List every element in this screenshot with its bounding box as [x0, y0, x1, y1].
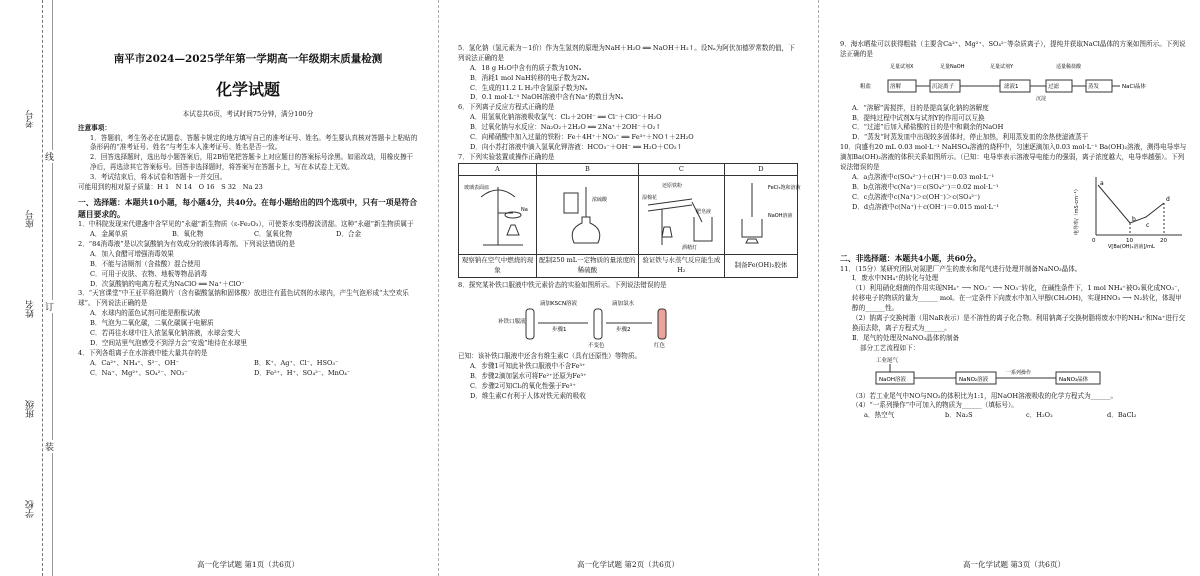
table-cell: 验证铁与水蒸气反应能生成H₂ [638, 255, 724, 278]
page-3 [840, 0, 1188, 576]
apparatus-label: 还原铁粉 [662, 183, 683, 190]
table-header: A [459, 163, 537, 176]
question-10-stem: 10．向盛有20 mL 0.03 mol·L⁻¹ NaHSO₄溶液的烧杯中，匀速逐滴加入0.03 mol·L⁻¹ Ba(OH)₂溶液，测得电导率与滴加Ba(OH)₂溶液的体积关系如图所示。（已知：电导率表示溶液导电能力的强弱，离子浓度越大，电导率越强）。下列说法错误的是 [840, 143, 1187, 172]
option: a．热空气 [864, 411, 895, 420]
process-intro: 部分工艺流程如下： [860, 343, 920, 352]
binding-solid-line [52, 0, 53, 576]
note-3: 3．考试结束后，将本试卷和答题卡一并交回。 [90, 173, 227, 182]
tick-label: 0 [1092, 237, 1096, 244]
option: C．氢氧化物 [254, 230, 293, 239]
option: B．氧化物 [172, 230, 204, 239]
apparatus-a [459, 176, 537, 255]
option: D．空间站里气泡感受不到浮力会“安逸”地待在水球里 [90, 338, 248, 347]
option: C．Na⁺、Mg²⁺、SO₄²⁻、NO₃⁻ [90, 368, 188, 377]
flow-label: 粗盐 [860, 83, 872, 90]
question-11-part-2: （2）钠离子交换树脂（用NaR表示）是不溶性的离子化合物。利用钠离子交换树脂将废水中的NH₄⁺和Na⁺进行交换而去除，离子方程式为______。 [852, 314, 1186, 332]
scheme-label: 步骤2 [616, 326, 631, 333]
question-11-part-1: （1）利用硝化细菌的作用实现NH₄⁺ ⟶ NO₂⁻ ⟶ NO₃⁻转化，在碱性条件下，1 mol NH₄⁺被O₂氧化成NO₃⁻，转移电子的物质的量为______ mol。在一定条件下向废水中加入甲醇(CH₃OH)，实现HNO₃ ⟶ N₂转化，体现甲醇的______性。 [852, 284, 1185, 313]
exam-title: 南平市2024—2025学年第一学期高一年级期末质量检测 [113, 53, 383, 65]
page-footer: 高一化学试题 第3页（共6页） [963, 559, 1065, 569]
question-5-stem: 5．氢化钠（氢元素为－1价）作为生氢剂的原理为NaH＋H₂O ══ NaOH＋H₂↑。设Nₐ为阿伏加德罗常数的值，下列说法正确的是 [458, 44, 795, 62]
binding-label-class: 班级 [26, 400, 36, 418]
binding-word-xian: 线 [45, 150, 54, 163]
option: D．合金 [336, 230, 362, 239]
tick-label: 20 [1160, 237, 1167, 244]
apparatus-label: 玻璃表面皿 [463, 185, 489, 192]
flow-label: 足量试剂Y [990, 63, 1014, 70]
option: b．Na₂S [945, 411, 973, 420]
volumetric-flask-icon [552, 177, 622, 249]
table-cell: 配制250 mL一定物质的量浓度的稀硫酸 [537, 255, 639, 278]
question-4-stem: 4．下列各组离子在水溶液中能大量共存的是 [78, 348, 208, 357]
option: D．0.1 mol·L⁻¹ NaOH溶液中含有Na⁺的数目为Nₐ [470, 93, 624, 102]
option: D．“蒸发”时蒸发皿中出现较多固体时，停止加热，利用蒸发皿的余热使滤液蒸干 [852, 133, 1089, 142]
iron-test-scheme [498, 291, 698, 349]
option: C．生成的11.2 L H₂中含氢原子数为Nₐ [470, 83, 588, 92]
flow-label: NaCl晶体 [1122, 83, 1146, 90]
point-label: c [1146, 221, 1150, 229]
option: B．过氧化钠与水反应：Na₂O₂＋2H₂O ══ 2Na⁺＋2OH⁻＋O₂↑ [470, 123, 661, 132]
scheme-label: 红色 [654, 342, 666, 349]
flow-label: NaOH溶液 [879, 376, 906, 383]
scheme-label: 步骤1 [552, 326, 567, 333]
option: B．不能与洁厕剂（含盐酸）混合使用 [90, 259, 201, 268]
option: A．步骤1可知此补铁口服液中不含Fe³⁺ [470, 362, 586, 371]
question-11-part-3: （3）若工业尾气中NO与NO₂的体积比为1:1，用NaOH溶液吸收的化学方程式为______。 [852, 391, 1118, 400]
option: C．可用于皮肤、衣物、地板等物品消毒 [90, 269, 208, 278]
flow-label: 过滤 [1048, 83, 1060, 90]
flow-label: 沉淀离子 [932, 83, 955, 90]
question-3-stem: 3．“天宫课堂”中王亚平将泡腾片（含有碳酸氢钠和固体酸）放进注有蓝色试剂的水球内，产生气泡形成“太空欢乐球”。下列说法正确的是 [78, 289, 409, 308]
binding-label-seat-no: 座号 [26, 210, 36, 228]
apparatus-label: FeCl₃饱和溶液 [767, 185, 801, 192]
flow-label: 滤液1 [1004, 83, 1019, 90]
table-header: C [638, 163, 724, 176]
option: A．加入食醋可增强消毒效果 [90, 249, 174, 258]
section-1-heading: 一、选择题：本题共10小题，每小题4分，共40分。在每小题给出的四个选项中，只有一项是符合题目要求的。 [78, 197, 417, 219]
option: B．b点溶液中c(Na⁺)＝c(SO₄²⁻)＝0.02 mol·L⁻¹ [852, 182, 999, 191]
note-2: 2．回答选择题时，选出每小题答案后，用2B铅笔把答题卡上对应题目的答案标号涂黑。如需改动，用橡皮擦干净后，再选涂其它答案标号。回答非选择题时，将答案写在答题卡上，写在本试卷上无效。 [90, 153, 414, 172]
flow-label: 足量NaOH [940, 63, 965, 70]
binding-label-school: 学校 [26, 500, 36, 518]
subsection-heading: Ⅱ．尾气的处理及NaNO₃晶体的制备 [852, 333, 960, 342]
option: A．用氢氧化钠溶液吸收氯气：Cl₂＋2OH⁻ ══ Cl⁻＋ClO⁻＋H₂O [470, 113, 662, 122]
question-11-options [840, 411, 1188, 421]
apparatus-label: 酒精灯 [682, 245, 698, 252]
flow-label: 工业尾气 [876, 357, 899, 364]
question-1-options [78, 230, 418, 240]
subsection-heading: Ⅰ．废水中NH₄⁺的转化与处理 [852, 274, 939, 283]
apparatus-label: 肥皂液 [696, 209, 712, 216]
option: C．c点溶液中c(Na⁺)＞c(OH⁻)＞c(SO₄²⁻) [852, 192, 980, 201]
table-header: B [537, 163, 639, 176]
apparatus-label: 湿棉花 [642, 195, 658, 202]
apparatus-c [638, 176, 724, 255]
point-label: d [1166, 195, 1170, 203]
exam-info: 本试卷共6页，考试时间75分钟，满分100分 [182, 109, 314, 118]
option: B．气泡为二氧化碳，二氧化碳属于电解质 [90, 319, 214, 328]
conductivity-graph [1068, 173, 1188, 249]
page-footer: 高一化学试题 第2页（共6页） [577, 559, 679, 569]
table-cell: 观察钠在空气中燃烧的现象 [459, 255, 537, 278]
salt-purification-flow [860, 60, 1160, 100]
option: A．Ca²⁺、NH₄⁺、S²⁻、OH⁻ [90, 358, 180, 367]
option: C．步骤2可知Cl₂的氧化性强于Fe³⁺ [470, 382, 576, 391]
table-cell: 制备Fe(OH)₂胶体 [724, 255, 797, 278]
question-10-options [840, 173, 1068, 249]
notes-heading: 注意事项： [78, 123, 111, 132]
note-1: 1．答题前，考生务必在试题卷、答题卡规定的地方填写自己的准考证号、姓名。考生要认真核对答题卡上粘贴的条形码的“准考证号、姓名”与考生本人准考证号、姓名是否一致。 [90, 133, 418, 152]
option: B．消耗1 mol NaH转移的电子数为2Nₐ [470, 73, 590, 82]
column-divider [818, 0, 819, 576]
apparatus-d [724, 176, 801, 255]
question-6-stem: 6．下列离子反应方程式正确的是 [458, 103, 555, 112]
sodium-burning-apparatus-icon [463, 177, 533, 249]
flow-label: 适量稀盐酸 [1056, 63, 1082, 70]
option: A．18 g H₂O中含有的质子数为10Nₐ [470, 63, 582, 72]
page-1 [78, 0, 418, 576]
option: C．“过滤”后加入稀盐酸的目的是中和剩余的NaOH [852, 123, 1004, 132]
scheme-label: 不变色 [588, 342, 605, 349]
nitrate-process-flow [876, 354, 1176, 388]
option: C．若再往水球中注入浓氢氧化钠溶液，水球会变大 [90, 329, 241, 338]
binding-dashed-line [42, 0, 43, 576]
apparatus-label: 浓硫酸 [592, 197, 608, 204]
iron-steam-apparatus-icon [642, 177, 720, 252]
question-2-stem: 2．“84消毒液”是以次氯酸钠为有效成分的液体消毒剂。下列说法错误的是 [78, 240, 296, 249]
scheme-label: 补铁口服液 [498, 318, 526, 325]
apparatus-label: NaOH溶液 [767, 213, 793, 220]
section-2-heading: 二、非选择题：本题共4小题，共60分。 [840, 253, 982, 263]
option: A．a点溶液中c(SO₄²⁻)＋c(H⁺)＝0.03 mol·L⁻¹ [852, 172, 995, 181]
graph-ylabel: 电导率/（mS·cm⁻¹） [1074, 186, 1080, 235]
apparatus-b [537, 176, 639, 255]
page-2 [458, 0, 801, 576]
question-8-stem: 8．探究某补铁口服液中铁元素价态的实验如图所示。下列说法错误的是 [458, 280, 667, 289]
flow-label: NaNO₂溶液 [959, 376, 989, 383]
binding-label-name: 姓名 [26, 300, 36, 318]
question-4-options-row1 [78, 359, 418, 369]
option: D．维生素C有利于人体对铁元素的吸收 [470, 392, 586, 401]
binding-word-zhuang: 装 [45, 440, 54, 453]
flow-label: 溶解 [890, 83, 902, 90]
question-4-options-row2 [78, 369, 418, 379]
binding-strip [0, 0, 56, 576]
question-7-stem: 7．下列实验装置或操作正确的是 [458, 152, 555, 161]
scheme-label: 滴加KSCN溶液 [540, 300, 578, 307]
flow-label: 沉淀 [1036, 95, 1047, 102]
flow-label: 一系列操作 [1006, 369, 1032, 376]
question-9-stem: 9．海水晒盐可以获得粗盐（主要含Ca²⁺、Mg²⁺、SO₄²⁻等杂质离子），提纯并获取NaCl晶体的方案如图所示。下列说法正确的是 [840, 40, 1186, 58]
question-8-note: 已知：该补铁口服液中还含有维生素C（具有还原性）等物质。 [458, 352, 642, 361]
flow-label: 足量试剂X [890, 63, 914, 70]
option: A．“溶解”需搅拌，目的是提高氯化钠的溶解度 [852, 103, 989, 112]
option: D．d点溶液中c(Na⁺)＋c(OH⁻)＝0.015 mol·L⁻¹ [852, 202, 1000, 211]
table-header: D [724, 163, 797, 176]
apparatus-label: Na [520, 207, 528, 214]
subject-title: 化学试题 [215, 79, 280, 99]
tick-label: 10 [1126, 237, 1133, 244]
point-label: a [1100, 179, 1104, 187]
scheme-label: 滴加氯水 [612, 300, 635, 307]
option: C．向稀硝酸中加入过量的铁粉：Fe＋4H⁺＋NO₃⁻ ══ Fe³⁺＋NO↑＋2H₂O [470, 133, 694, 142]
column-divider [438, 0, 439, 576]
flow-label: NaNO₃晶体 [1059, 376, 1089, 383]
binding-word-ding: 订 [45, 300, 54, 313]
colloid-preparation-icon [726, 177, 801, 249]
option: d．BaCl₂ [1107, 411, 1137, 420]
page-footer: 高一化学试题 第1页（共6页） [197, 559, 299, 569]
option: D．次氯酸钠的电离方程式为NaClO ══ Na⁺＋ClO⁻ [90, 279, 245, 288]
flow-label: 蒸发 [1088, 83, 1100, 90]
question-10-body [840, 173, 1188, 249]
question-11-part-4: （4）“一系列操作”中可加入的物质为______（填标号）。 [852, 401, 1018, 410]
point-label: b [1132, 215, 1136, 223]
option: c．H₂O₂ [1026, 411, 1053, 420]
option: B．K⁺、Ag⁺、Cl⁻、HSO₃⁻ [254, 358, 339, 367]
option: D．Fe²⁺、H⁺、SO₄²⁻、MnO₄⁻ [254, 368, 351, 377]
question-11-stem: 11．（15分）某研究团队对氮肥厂产生的废水和尾气进行处理并制备NaNO₃晶体。 [840, 264, 1082, 273]
option: B．步骤2滴加氯水可将Fe²⁺还原为Fe³⁺ [470, 372, 587, 381]
option: A．金属单质 [90, 230, 128, 239]
option: A．水球内的蓝色试剂可能是酚酞试液 [90, 309, 201, 318]
experiment-table [458, 163, 801, 278]
binding-label-exam-no: 考号 [26, 110, 36, 128]
question-1-stem: 1．中科院发现宋代建盏中含罕见的“永磁”新生物质（ε-Fe₂O₃），可使茶水变得醇淡清甜。这种“永磁”新生物质属于 [78, 220, 414, 229]
option: D．向小苏打溶液中滴入氢氧化钾溶液：HCO₃⁻＋OH⁻ ══ H₂O＋CO₂↑ [470, 142, 683, 151]
option: B．提纯过程中试剂X与试剂Y的作用可以互换 [852, 113, 985, 122]
graph-xlabel: V[Ba(OH)₂溶液]/mL [1108, 243, 1155, 250]
atomic-masses: 可能用到的相对原子质量：H 1 N 14 O 16 S 32 Na 23 [78, 182, 263, 191]
